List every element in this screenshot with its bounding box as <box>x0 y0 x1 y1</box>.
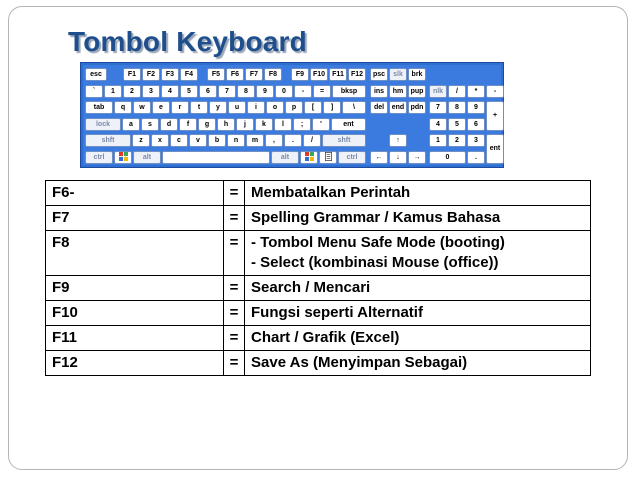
keyboard-key[interactable]: 8 <box>237 85 255 98</box>
keyboard-key[interactable]: del <box>370 101 388 114</box>
keyboard-key[interactable]: psc <box>370 68 388 81</box>
keyboard-key[interactable]: F10 <box>310 68 328 81</box>
keyboard-key[interactable]: F3 <box>161 68 179 81</box>
keyboard-key[interactable]: esc <box>85 68 107 81</box>
equals-sign: = <box>224 231 245 276</box>
keyboard-key[interactable]: , <box>265 134 283 147</box>
keyboard-key[interactable]: \ <box>342 101 366 114</box>
keyboard-key[interactable]: pdn <box>408 101 426 114</box>
keyboard-key[interactable]: brk <box>408 68 426 81</box>
keyboard-key[interactable]: 1 <box>429 134 447 147</box>
shortcut-description <box>245 301 591 326</box>
shortcut-key: F8 <box>46 231 224 276</box>
keyboard-key[interactable]: r <box>171 101 189 114</box>
keyboard-key[interactable]: * <box>467 85 485 98</box>
keyboard-key[interactable]: shft <box>85 134 131 147</box>
keyboard-key[interactable]: = <box>313 85 331 98</box>
keyboard-key[interactable]: 8 <box>448 101 466 114</box>
keyboard-key[interactable]: 7 <box>429 101 447 114</box>
shortcut-table <box>45 180 591 376</box>
key-windows[interactable] <box>114 151 132 164</box>
keyboard-key[interactable]: / <box>303 134 321 147</box>
keyboard-key[interactable]: z <box>132 134 150 147</box>
description-line: Membatalkan Perintah <box>251 184 411 201</box>
description-line: - Select (kombinasi Mouse (office)) <box>251 254 499 271</box>
keyboard-key[interactable]: ↓ <box>389 151 407 164</box>
keyboard-key[interactable]: F11 <box>329 68 347 81</box>
keyboard-key[interactable]: 1 <box>104 85 122 98</box>
keyboard-key[interactable]: hm <box>389 85 407 98</box>
keyboard-key[interactable]: tab <box>85 101 113 114</box>
keyboard-key[interactable]: shft <box>322 134 366 147</box>
keyboard-key[interactable]: i <box>247 101 265 114</box>
keyboard-key[interactable]: [ <box>304 101 322 114</box>
keyboard-key[interactable]: 6 <box>467 118 485 131</box>
keyboard-key[interactable]: - <box>294 85 312 98</box>
keyboard-key[interactable]: alt <box>133 151 161 164</box>
keyboard-key[interactable]: m <box>246 134 264 147</box>
keyboard-key[interactable]: n <box>227 134 245 147</box>
description-line: Save As (Menyimpan Sebagai) <box>251 354 468 371</box>
keyboard-key[interactable]: F2 <box>142 68 160 81</box>
keyboard-key[interactable]: . <box>284 134 302 147</box>
shortcut-key: F11 <box>46 326 224 351</box>
keyboard-key[interactable]: q <box>114 101 132 114</box>
keyboard-key[interactable]: ↑ <box>389 134 407 147</box>
keyboard-key[interactable]: 6 <box>199 85 217 98</box>
keyboard-key[interactable]: F9 <box>291 68 309 81</box>
keyboard-key[interactable]: ent <box>331 118 366 131</box>
keyboard-key[interactable]: bksp <box>332 85 366 98</box>
keyboard-key[interactable]: s <box>141 118 159 131</box>
keyboard-key[interactable]: 0 <box>275 85 293 98</box>
keyboard-key[interactable]: F12 <box>348 68 366 81</box>
keyboard-key[interactable]: - <box>486 85 504 98</box>
keyboard-key[interactable]: u <box>228 101 246 114</box>
keyboard-key[interactable]: 5 <box>448 118 466 131</box>
shortcut-description <box>245 181 591 206</box>
description-line: Spelling Grammar / Kamus Bahasa <box>251 209 501 226</box>
keyboard-key[interactable]: o <box>266 101 284 114</box>
shortcut-key: F10 <box>46 301 224 326</box>
description-line: Search / Mencari <box>251 279 371 296</box>
keyboard-key[interactable]: 2 <box>123 85 141 98</box>
keyboard-key[interactable]: 4 <box>161 85 179 98</box>
keyboard-key[interactable]: l <box>274 118 292 131</box>
keyboard-key[interactable]: w <box>133 101 151 114</box>
keyboard-key[interactable]: y <box>209 101 227 114</box>
keyboard-key[interactable]: alt <box>271 151 299 164</box>
keyboard-key[interactable]: x <box>151 134 169 147</box>
keyboard-key[interactable]: pup <box>408 85 426 98</box>
keyboard-key[interactable]: slk <box>389 68 407 81</box>
keyboard-key[interactable]: end <box>389 101 407 114</box>
keyboard-key[interactable]: t <box>190 101 208 114</box>
keyboard-key[interactable]: j <box>236 118 254 131</box>
keyboard-key[interactable]: . <box>467 151 485 164</box>
shortcut-key: F6- <box>46 181 224 206</box>
keyboard-key[interactable]: ← <box>370 151 388 164</box>
description-line: - Tombol Menu Safe Mode (booting) <box>251 234 505 251</box>
keyboard-key[interactable]: F1 <box>123 68 141 81</box>
shortcut-description <box>245 231 591 276</box>
equals-sign: = <box>224 181 245 206</box>
keyboard-key[interactable]: F6 <box>226 68 244 81</box>
keyboard-key[interactable]: 5 <box>180 85 198 98</box>
keyboard-key[interactable]: nlk <box>429 85 447 98</box>
keyboard-key[interactable]: / <box>448 85 466 98</box>
keyboard-key[interactable]: 3 <box>467 134 485 147</box>
keyboard-key[interactable]: lock <box>85 118 121 131</box>
table-row <box>46 181 591 206</box>
description-line: Chart / Grafik (Excel) <box>251 329 400 346</box>
keyboard-key[interactable]: 4 <box>429 118 447 131</box>
keyboard-key[interactable]: 9 <box>256 85 274 98</box>
table-row <box>46 276 591 301</box>
shortcut-key: F9 <box>46 276 224 301</box>
keyboard-key[interactable]: f <box>179 118 197 131</box>
keyboard-key[interactable]: ctrl <box>338 151 366 164</box>
keyboard-key[interactable]: → <box>408 151 426 164</box>
equals-sign: = <box>224 276 245 301</box>
on-screen-keyboard <box>80 62 504 168</box>
keyboard-key[interactable]: ctrl <box>85 151 113 164</box>
keyboard-key[interactable]: b <box>208 134 226 147</box>
keyboard-key[interactable]: c <box>170 134 188 147</box>
keyboard-key[interactable]: 7 <box>218 85 236 98</box>
description-line: Fungsi seperti Alternatif <box>251 304 423 321</box>
key-menu[interactable] <box>319 151 337 164</box>
windows-logo-icon <box>305 154 314 161</box>
keyboard-key-tall[interactable]: + <box>486 101 504 131</box>
keyboard-key[interactable]: k <box>255 118 273 131</box>
keyboard-key[interactable]: ; <box>293 118 311 131</box>
keyboard-key[interactable]: ins <box>370 85 388 98</box>
keyboard-key[interactable]: h <box>217 118 235 131</box>
keyboard-key-area <box>83 65 501 165</box>
keyboard-key[interactable]: 0 <box>429 151 466 164</box>
shortcut-key: F7 <box>46 206 224 231</box>
shortcut-key: F12 <box>46 351 224 376</box>
windows-logo-icon <box>119 154 128 161</box>
table-row <box>46 231 591 276</box>
keyboard-key[interactable]: d <box>160 118 178 131</box>
table-row <box>46 301 591 326</box>
key-space[interactable] <box>162 151 270 164</box>
keyboard-key[interactable]: 9 <box>467 101 485 114</box>
equals-sign: = <box>224 301 245 326</box>
keyboard-key[interactable]: ' <box>312 118 330 131</box>
keyboard-key[interactable]: ` <box>85 85 103 98</box>
keyboard-key[interactable]: 3 <box>142 85 160 98</box>
equals-sign: = <box>224 326 245 351</box>
keyboard-key[interactable]: ] <box>323 101 341 114</box>
key-windows[interactable] <box>300 151 318 164</box>
menu-key-icon <box>324 154 333 161</box>
equals-sign: = <box>224 206 245 231</box>
keyboard-key[interactable]: F4 <box>180 68 198 81</box>
keyboard-key[interactable]: F5 <box>207 68 225 81</box>
keyboard-key[interactable]: F7 <box>245 68 263 81</box>
equals-sign: = <box>224 351 245 376</box>
shortcut-description <box>245 206 591 231</box>
shortcut-description <box>245 276 591 301</box>
table-row <box>46 351 591 376</box>
keyboard-key[interactable]: F8 <box>264 68 282 81</box>
keyboard-key[interactable]: g <box>198 118 216 131</box>
slide-title: Tombol Keyboard <box>68 26 307 57</box>
keyboard-key[interactable]: e <box>152 101 170 114</box>
shortcut-description <box>245 351 591 376</box>
keyboard-key[interactable]: a <box>122 118 140 131</box>
keyboard-key[interactable]: 2 <box>448 134 466 147</box>
keyboard-key[interactable]: p <box>285 101 303 114</box>
shortcut-description <box>245 326 591 351</box>
table-row <box>46 206 591 231</box>
table-row <box>46 326 591 351</box>
keyboard-key-tall[interactable]: ent <box>486 134 504 164</box>
keyboard-key[interactable]: v <box>189 134 207 147</box>
